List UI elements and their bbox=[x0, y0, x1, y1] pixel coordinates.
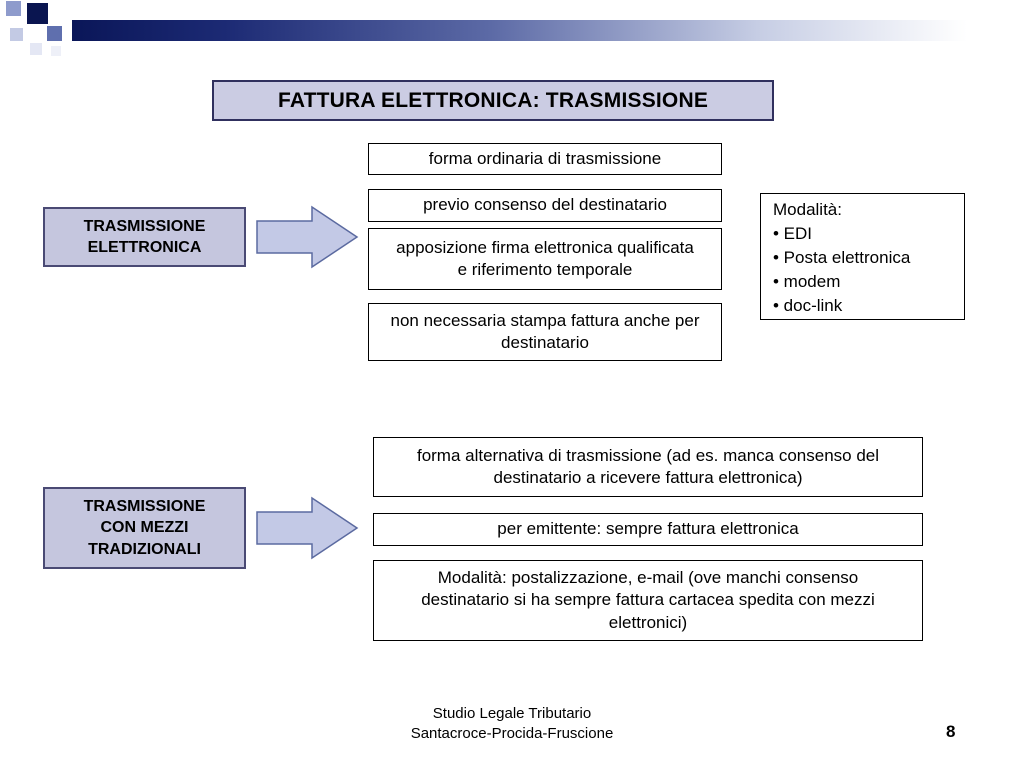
item-box bbox=[373, 437, 923, 497]
page-number: 8 bbox=[946, 722, 956, 741]
gradient-bar bbox=[72, 20, 1024, 41]
right-arrow-icon bbox=[256, 204, 360, 270]
modalita-item: • Posta elettronica bbox=[773, 248, 911, 267]
item-text: apposizione firma elettronica qualificata e riferimento temporale bbox=[396, 237, 694, 279]
item-box bbox=[368, 189, 722, 222]
footer bbox=[0, 704, 1024, 744]
item-box bbox=[368, 228, 722, 290]
item-box bbox=[373, 560, 923, 641]
slide-title: FATTURA ELETTRONICA: TRASMISSIONE bbox=[277, 88, 709, 112]
decor-square bbox=[10, 28, 23, 41]
source-box-trasmissione-mezzi-tradizionali bbox=[43, 487, 246, 569]
item-text: forma alternativa di trasmissione (ad es. manca consenso del destinatario a ricevere fattura elettronica) bbox=[416, 445, 880, 487]
item-box bbox=[368, 303, 722, 361]
decor-square bbox=[47, 26, 62, 41]
modalita-item: • EDI bbox=[773, 224, 813, 243]
source-line: TRASMISSIONE bbox=[83, 217, 206, 235]
decor-square bbox=[30, 43, 42, 55]
modalita-item: • doc-link bbox=[773, 296, 843, 315]
footer-line: Studio Legale Tributario bbox=[432, 705, 592, 722]
item-text: forma ordinaria di trasmissione bbox=[428, 148, 662, 168]
item-box bbox=[368, 143, 722, 175]
source-box-trasmissione-elettronica bbox=[43, 207, 246, 267]
right-arrow-icon bbox=[256, 495, 360, 561]
decor-square bbox=[51, 46, 61, 56]
source-line: TRASMISSIONE bbox=[83, 498, 206, 516]
item-text: Modalità: postalizzazione, e-mail (ove manchi consenso destinatario si ha sempre fattura cartacea spedita con mezzi elettronici) bbox=[421, 568, 875, 632]
decor-square bbox=[27, 3, 48, 24]
modalita-heading: Modalità: bbox=[773, 200, 842, 219]
item-text: previo consenso del destinatario bbox=[423, 195, 667, 215]
item-text: non necessaria stampa fattura anche per destinatario bbox=[390, 310, 700, 352]
item-text: per emittente: sempre fattura elettronica bbox=[497, 519, 799, 539]
footer-line: Santacroce-Procida-Fruscione bbox=[410, 725, 614, 742]
source-line: TRADIZIONALI bbox=[88, 540, 201, 558]
item-box bbox=[373, 513, 923, 546]
decor-square bbox=[6, 1, 21, 16]
modalita-box bbox=[760, 193, 965, 320]
slide-title-box bbox=[212, 80, 774, 121]
modalita-item: • modem bbox=[773, 272, 841, 291]
source-line: ELETTRONICA bbox=[87, 239, 202, 256]
source-line: CON MEZZI bbox=[100, 519, 189, 537]
